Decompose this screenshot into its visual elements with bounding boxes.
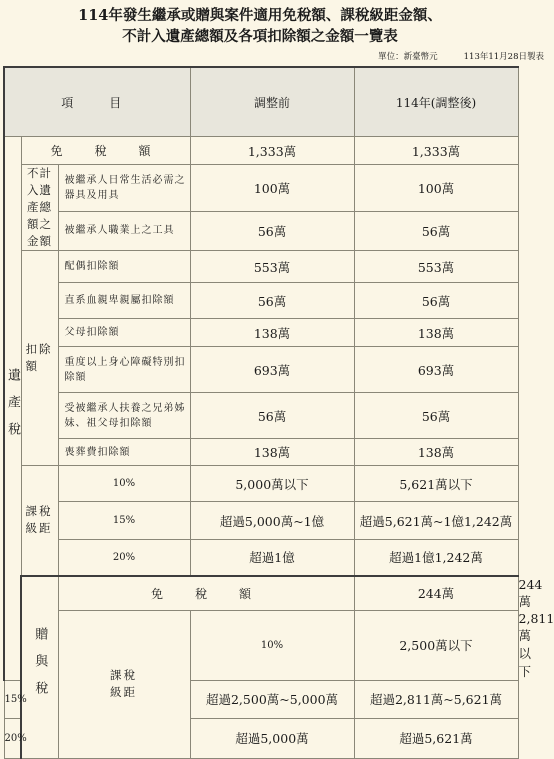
date-note: 113年11月28日製表 <box>463 52 544 62</box>
excluded-label: 被繼承人職業上之工具 <box>58 211 190 250</box>
excluded-after: 100萬 <box>354 165 518 212</box>
bracket-rate: 15% <box>58 502 190 540</box>
bracket-before: 2,500萬以下 <box>354 610 518 680</box>
deduction-after: 693萬 <box>354 347 518 393</box>
gift-bracket-row: 課稅級距 10% 2,500萬以下 2,811萬以下 <box>4 610 518 680</box>
document-title <box>0 5 520 47</box>
bracket-before: 超過2,500萬~5,000萬 <box>190 680 354 718</box>
deduction-after: 138萬 <box>354 319 518 347</box>
deduction-label: 重度以上身心障礙特別扣除額 <box>58 347 190 393</box>
gift-tax-label: 贈與稅 <box>21 576 58 759</box>
header-row <box>4 67 518 137</box>
deduction-after: 138萬 <box>354 439 518 466</box>
bracket-rate: 10% <box>190 610 354 680</box>
unit-note: 單位：新臺幣元 <box>378 52 438 62</box>
estate-exemption-row <box>4 137 518 165</box>
bracket-after: 超過5,621萬 <box>354 718 518 758</box>
gift-brackets-label: 課稅級距 <box>58 610 190 758</box>
estate-exemption-label: 免 稅 額 <box>21 137 190 165</box>
title-line-2: 不計入遺產總額及各項扣除額之金額一覽表 <box>122 28 398 45</box>
gift-exemption-label: 免 稅 額 <box>58 576 354 611</box>
table-meta <box>378 50 544 62</box>
gift-exemption-row: 贈與稅 免 稅 額 244萬 244萬 <box>4 576 518 611</box>
estate-brackets-label: 課稅級距 <box>21 466 58 576</box>
estate-bracket-row <box>4 466 518 502</box>
header-after: 114年(調整後) <box>354 67 518 137</box>
deduction-after: 56萬 <box>354 283 518 319</box>
bracket-after: 5,621萬以下 <box>354 466 518 502</box>
deduction-label: 受被繼承人扶養之兄弟姊妹、祖父母扣除額 <box>58 393 190 439</box>
bracket-after: 超過1億1,242萬 <box>354 540 518 576</box>
deduction-before: 693萬 <box>190 347 354 393</box>
deduction-label: 父母扣除額 <box>58 319 190 347</box>
deduction-before: 553萬 <box>190 251 354 283</box>
excluded-row <box>4 211 518 250</box>
deduction-row <box>4 283 518 319</box>
bracket-rate: 20% <box>58 540 190 576</box>
title-line-1: 114年發生繼承或贈與案件適用免稅額、課稅級距金額、 <box>78 7 442 24</box>
estate-exemption-after: 1,333萬 <box>354 137 518 165</box>
estate-exemption-before: 1,333萬 <box>190 137 354 165</box>
deduction-label: 直系血親卑親屬扣除額 <box>58 283 190 319</box>
bracket-after: 超過5,621萬~1億1,242萬 <box>354 502 518 540</box>
bracket-before: 超過5,000萬 <box>190 718 354 758</box>
bracket-rate: 20% <box>4 718 21 758</box>
bracket-before: 超過1億 <box>190 540 354 576</box>
deduction-row <box>4 251 518 283</box>
deductions-group-label: 扣除額 <box>21 251 58 466</box>
deduction-before: 138萬 <box>190 319 354 347</box>
excluded-before: 100萬 <box>190 165 354 212</box>
header-item: 項 目 <box>4 67 190 137</box>
bracket-rate: 10% <box>58 466 190 502</box>
deduction-row <box>4 319 518 347</box>
deduction-label: 喪葬費扣除額 <box>58 439 190 466</box>
estate-tax-label: 遺產稅 <box>4 137 21 681</box>
gift-exemption-before: 244萬 <box>354 576 518 611</box>
excluded-before: 56萬 <box>190 211 354 250</box>
deduction-row <box>4 347 518 393</box>
deduction-before: 56萬 <box>190 283 354 319</box>
excluded-group-label: 不計入遺產總額之金額 <box>21 165 58 251</box>
bracket-before: 5,000萬以下 <box>190 466 354 502</box>
deduction-after: 56萬 <box>354 393 518 439</box>
deduction-label: 配偶扣除額 <box>58 251 190 283</box>
deduction-row <box>4 439 518 466</box>
bracket-rate: 15% <box>4 680 21 718</box>
excluded-after: 56萬 <box>354 211 518 250</box>
tax-table <box>3 66 554 759</box>
estate-bracket-row <box>4 540 518 576</box>
deduction-before: 56萬 <box>190 393 354 439</box>
header-before: 調整前 <box>190 67 354 137</box>
deduction-after: 553萬 <box>354 251 518 283</box>
deduction-before: 138萬 <box>190 439 354 466</box>
excluded-label: 被繼承人日常生活必需之器具及用具 <box>58 165 190 212</box>
excluded-row <box>4 165 518 212</box>
bracket-after: 超過2,811萬~5,621萬 <box>354 680 518 718</box>
deduction-row <box>4 393 518 439</box>
bracket-before: 超過5,000萬~1億 <box>190 502 354 540</box>
estate-bracket-row <box>4 502 518 540</box>
